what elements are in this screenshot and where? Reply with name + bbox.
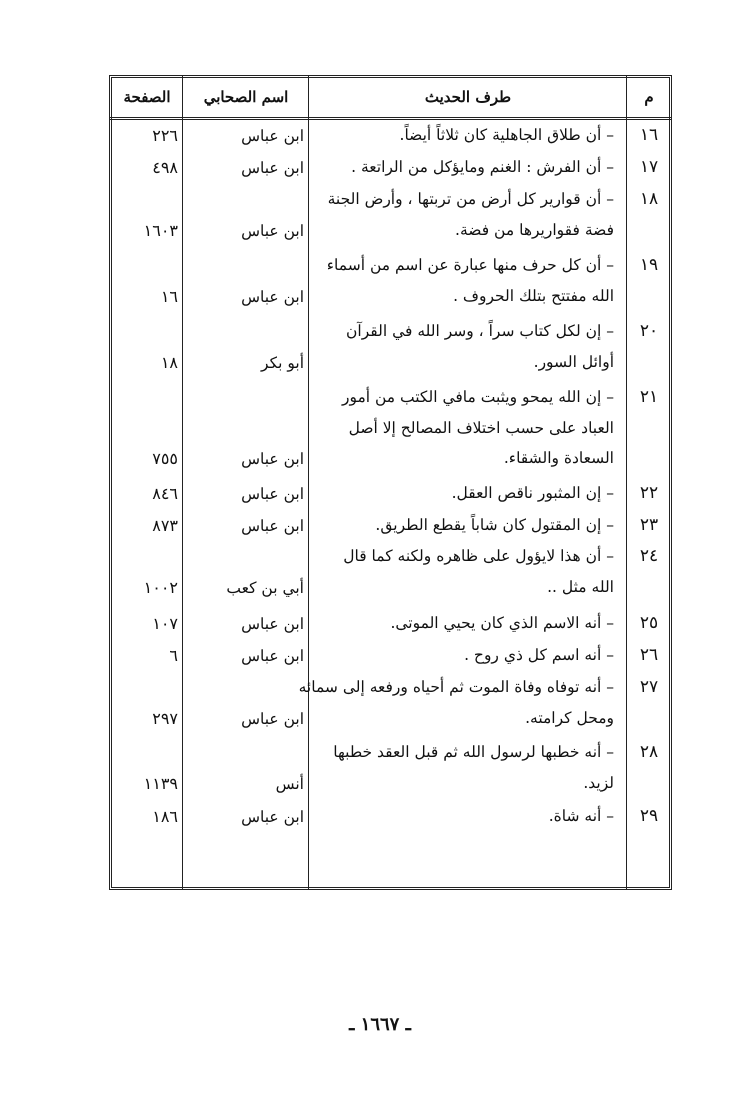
row-number: ١٨ [639, 189, 659, 209]
narrator-name: ابن عباس [241, 615, 304, 633]
narrator-name: ابن عباس [241, 159, 304, 177]
hadith-line: ومحل كرامته. [525, 708, 614, 727]
page-ref: ٨٤٦ [152, 484, 178, 503]
hadith-text [314, 608, 614, 639]
row-number: ٢٣ [639, 515, 659, 535]
header-num: م [644, 88, 654, 106]
hadith-line: – أن الفرش : الغنم ومايؤكل من الراتعة . [351, 158, 614, 176]
hadith-line: – إن الله يمحو ويثبت مافي الكتب من أمور [341, 388, 614, 406]
page-ref: ١٠٧ [152, 614, 178, 633]
hadith-text [314, 382, 614, 474]
hadith-line: – أن قوارير كل أرض من تربتها ، وأرض الجنة [327, 190, 614, 208]
hadith-line: – أنه توفاه وفاة الموت ثم أحياه ورفعه إلى سمائه [298, 678, 614, 696]
hadith-text [314, 510, 614, 541]
row-number: ٢٨ [639, 742, 659, 762]
narrator-name: ابن عباس [241, 221, 304, 240]
header-hadith: طرف الحديث [424, 88, 512, 106]
header-narrator: اسم الصحابي [203, 88, 289, 106]
hadith-line: – أن كل حرف منها عبارة عن اسم من أسماء [326, 256, 614, 274]
narrator-name: ابن عباس [241, 485, 304, 503]
hadith-text [314, 478, 614, 509]
hadith-line: – إن المثبور ناقص العقل. [451, 484, 614, 502]
narrator-name: ابن عباس [241, 127, 304, 145]
row-number: ٢٥ [639, 613, 659, 633]
hadith-text [314, 640, 614, 671]
hadith-text [314, 184, 614, 245]
row-number: ٢٠ [639, 321, 659, 341]
hadith-text [314, 152, 614, 183]
row-number: ١٦ [639, 125, 659, 145]
hadith-line: – أنه الاسم الذي كان يحيي الموتى. [390, 614, 614, 632]
page-ref: ٦ [169, 646, 178, 665]
hadith-line: أوائل السور. [533, 352, 614, 371]
narrator-name: ابن عباس [241, 450, 304, 468]
hadith-text [298, 672, 614, 733]
hadith-text [314, 250, 614, 311]
hadith-line: السعادة والشقاء. [503, 449, 614, 467]
page-ref: ١٦ [160, 286, 178, 306]
hadith-line: – أن هذا لايؤول على ظاهره ولكنه كما قال [343, 547, 614, 565]
narrator-name: ابن عباس [241, 808, 304, 826]
hadith-line: الله مثل .. [547, 577, 614, 596]
hadith-line: لزيد. [583, 773, 614, 792]
hadith-line: – أنه خطبها لرسول الله ثم قبل العقد خطبها [333, 743, 614, 761]
row-number: ١٩ [639, 255, 659, 275]
narrator-name: أنس [275, 774, 304, 793]
narrator-name: ابن عباس [241, 517, 304, 535]
hadith-text [314, 541, 614, 602]
row-number: ٢٧ [639, 677, 659, 697]
narrator-name: ابن عباس [241, 287, 304, 306]
page-ref: ٢٩٧ [152, 708, 178, 728]
page-ref: ٢٢٦ [152, 126, 178, 145]
page-ref: ١٨٦ [152, 807, 178, 826]
column-divider-page [182, 75, 183, 890]
row-number: ٢٤ [639, 546, 659, 566]
hadith-line: الله مفتتح بتلك الحروف . [453, 286, 614, 305]
page-ref: ٤٩٨ [152, 158, 178, 177]
narrator-name: ابن عباس [241, 709, 304, 728]
hadith-line: – إن المقتول كان شاباً يقطع الطريق. [375, 516, 614, 534]
hadith-line: – أنه اسم كل ذي روح . [464, 646, 614, 664]
row-number: ٢٢ [639, 483, 659, 503]
column-divider-narrator [308, 75, 309, 890]
row-number: ٢٦ [639, 645, 659, 665]
page-ref: ٧٥٥ [152, 449, 178, 468]
hadith-line: العباد على حسب اختلاف المصالح إلا أصل [348, 418, 614, 437]
narrator-name: أبو بكر [261, 353, 304, 372]
row-number: ١٧ [639, 157, 659, 177]
page-ref: ١١٣٩ [143, 773, 178, 793]
row-number: ٢١ [639, 387, 659, 407]
hadith-text [314, 801, 614, 832]
hadith-text [314, 316, 614, 377]
narrator-name: ابن عباس [241, 647, 304, 665]
page-ref: ١٠٠٢ [143, 577, 178, 597]
page-ref: ١٨ [160, 352, 178, 372]
page-ref: ٨٧٣ [152, 516, 178, 535]
page-ref: ١٦٠٣ [143, 220, 178, 240]
narrator-name: أبي بن كعب [226, 578, 304, 597]
page-number: ـ ١٦٦٧ ـ [349, 1014, 411, 1035]
hadith-line: – إن لكل كتاب سراً ، وسر الله في القرآن [346, 322, 614, 340]
row-number: ٢٩ [639, 806, 659, 826]
hadith-line: – أنه شاة. [548, 807, 614, 825]
hadith-text [314, 120, 614, 151]
hadith-text [314, 737, 614, 798]
column-divider-hadith [626, 75, 627, 890]
header-page: الصفحة [123, 88, 171, 106]
hadith-line: – أن طلاق الجاهلية كان ثلاثاً أيضاً. [399, 126, 614, 144]
hadith-line: فضة فقواريرها من فضة. [455, 220, 614, 239]
